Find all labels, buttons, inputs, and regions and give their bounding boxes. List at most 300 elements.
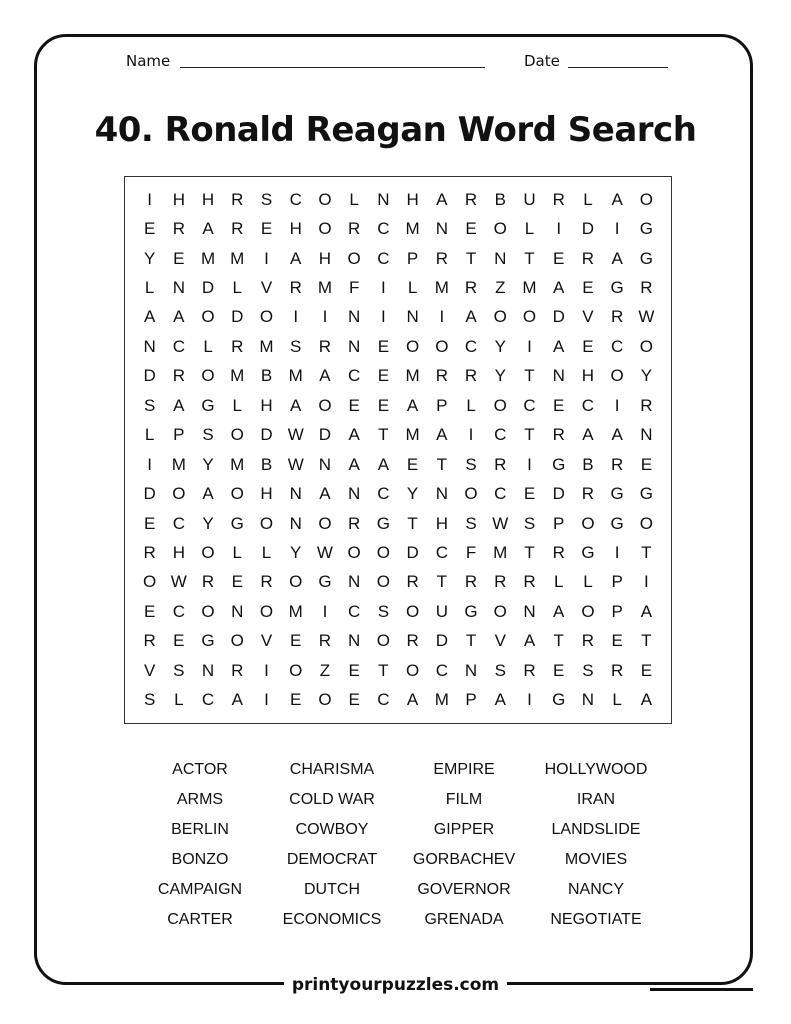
grid-cell[interactable]: H [172, 189, 185, 209]
grid-cell[interactable]: R [172, 366, 185, 386]
grid-cell[interactable]: V [260, 631, 273, 651]
grid-cell[interactable]: O [581, 601, 595, 621]
grid-cell[interactable]: M [405, 366, 420, 386]
grid-cell[interactable]: I [147, 189, 152, 209]
grid-cell[interactable]: S [290, 336, 302, 356]
grid-cell[interactable]: R [552, 543, 565, 563]
grid-cell[interactable]: N [289, 484, 302, 504]
grid-cell[interactable]: O [201, 601, 215, 621]
grid-cell[interactable]: F [465, 543, 477, 563]
grid-cell[interactable]: I [614, 395, 620, 415]
grid-cell[interactable]: O [493, 395, 507, 415]
grid-cell[interactable]: D [581, 219, 595, 239]
grid-cell[interactable]: P [553, 513, 565, 533]
grid-cell[interactable]: A [173, 395, 185, 415]
grid-cell[interactable]: I [322, 601, 328, 621]
grid-cell[interactable]: O [376, 631, 390, 651]
grid-cell[interactable]: R [464, 572, 478, 592]
grid-cell[interactable]: A [406, 395, 419, 415]
grid-cell[interactable]: E [553, 395, 565, 415]
grid-cell[interactable]: G [464, 601, 478, 621]
grid-cell[interactable]: E [523, 484, 536, 504]
grid-cell[interactable]: A [611, 248, 623, 268]
grid-cell[interactable]: E [640, 660, 653, 680]
grid-cell[interactable]: R [640, 278, 653, 298]
grid-cell[interactable]: G [639, 248, 653, 268]
grid-cell[interactable]: A [173, 307, 185, 327]
grid-cell[interactable]: A [523, 631, 536, 651]
grid-cell[interactable]: I [614, 543, 620, 563]
grid-cell[interactable]: R [552, 189, 565, 209]
grid-cell[interactable]: C [523, 395, 536, 415]
grid-cell[interactable]: O [318, 513, 332, 533]
grid-cell[interactable]: I [322, 307, 328, 327]
grid-cell[interactable]: O [201, 307, 215, 327]
grid-cell[interactable]: S [465, 454, 477, 474]
grid-cell[interactable]: R [143, 543, 156, 563]
grid-cell[interactable]: L [583, 189, 593, 209]
grid-cell[interactable]: T [524, 366, 535, 386]
grid-cell[interactable]: I [264, 660, 269, 680]
grid-cell[interactable]: O [172, 484, 186, 504]
grid-cell[interactable]: G [201, 631, 215, 651]
grid-cell[interactable]: O [230, 631, 244, 651]
grid-cell[interactable]: E [611, 631, 623, 651]
grid-cell[interactable]: B [582, 454, 594, 474]
grid-cell[interactable]: E [640, 454, 653, 474]
grid-cell[interactable]: R [464, 278, 478, 298]
grid-cell[interactable]: M [405, 219, 420, 239]
grid-cell[interactable]: N [377, 189, 390, 209]
grid-cell[interactable]: I [644, 572, 649, 592]
grid-cell[interactable]: T [524, 248, 535, 268]
grid-cell[interactable]: T [378, 660, 389, 680]
grid-cell[interactable]: A [290, 248, 302, 268]
grid-cell[interactable]: E [377, 366, 390, 386]
grid-cell[interactable]: O [142, 572, 157, 592]
grid-cell[interactable]: V [260, 278, 273, 298]
grid-cell[interactable]: I [293, 307, 299, 327]
grid-cell[interactable]: E [231, 572, 243, 592]
grid-cell[interactable]: O [259, 307, 274, 327]
grid-cell[interactable]: E [377, 395, 390, 415]
grid-cell[interactable]: U [435, 601, 448, 621]
grid-cell[interactable]: O [318, 189, 332, 209]
grid-cell[interactable]: F [348, 278, 360, 298]
grid-cell[interactable]: N [231, 601, 244, 621]
date-line[interactable] [568, 67, 668, 68]
grid-cell[interactable]: A [436, 425, 448, 445]
grid-cell[interactable]: H [581, 366, 595, 386]
grid-cell[interactable]: E [260, 219, 273, 239]
grid-cell[interactable]: O [347, 248, 361, 268]
grid-cell[interactable]: S [202, 425, 214, 445]
grid-cell[interactable]: M [317, 278, 333, 298]
grid-cell[interactable]: R [231, 660, 244, 680]
grid-cell[interactable]: B [260, 366, 273, 386]
grid-cell[interactable]: R [640, 395, 653, 415]
grid-cell[interactable]: A [553, 278, 565, 298]
grid-cell[interactable]: D [143, 484, 156, 504]
grid-cell[interactable]: E [553, 248, 565, 268]
grid-cell[interactable]: T [465, 248, 477, 268]
grid-cell[interactable]: O [493, 601, 507, 621]
grid-cell[interactable]: L [144, 278, 155, 298]
grid-cell[interactable]: D [318, 425, 332, 445]
grid-cell[interactable]: L [524, 219, 535, 239]
grid-cell[interactable]: S [143, 395, 156, 415]
grid-cell[interactable]: O [318, 395, 332, 415]
grid-cell[interactable]: S [143, 690, 156, 710]
grid-cell[interactable]: C [377, 484, 390, 504]
grid-cell[interactable]: A [640, 601, 653, 621]
grid-cell[interactable]: N [318, 454, 332, 474]
grid-cell[interactable]: C [377, 219, 390, 239]
grid-cell[interactable]: R [581, 248, 595, 268]
grid-cell[interactable]: Y [202, 454, 214, 474]
grid-cell[interactable]: H [172, 543, 185, 563]
grid-cell[interactable]: L [144, 425, 155, 445]
grid-cell[interactable]: D [231, 307, 244, 327]
grid-cell[interactable]: I [439, 307, 445, 327]
grid-cell[interactable]: I [527, 690, 532, 710]
grid-cell[interactable]: Y [143, 248, 156, 268]
grid-cell[interactable]: A [348, 454, 360, 474]
grid-cell[interactable]: S [523, 513, 536, 533]
grid-cell[interactable]: T [407, 513, 418, 533]
grid-cell[interactable]: W [170, 572, 187, 592]
grid-cell[interactable]: E [348, 660, 360, 680]
grid-cell[interactable]: H [201, 189, 215, 209]
grid-cell[interactable]: O [405, 336, 420, 356]
grid-cell[interactable]: C [348, 366, 361, 386]
grid-cell[interactable]: M [230, 454, 245, 474]
grid-cell[interactable]: G [610, 484, 624, 504]
grid-cell[interactable]: D [406, 543, 419, 563]
grid-cell[interactable]: T [641, 543, 652, 563]
grid-cell[interactable]: G [230, 513, 244, 533]
grid-cell[interactable]: I [527, 336, 532, 356]
grid-cell[interactable]: C [494, 484, 507, 504]
grid-cell[interactable]: M [405, 425, 420, 445]
grid-cell[interactable]: B [260, 454, 273, 474]
grid-cell[interactable]: N [435, 219, 448, 239]
name-line[interactable] [180, 67, 485, 68]
grid-cell[interactable]: O [405, 660, 420, 680]
grid-cell[interactable]: E [290, 690, 302, 710]
grid-cell[interactable]: T [524, 543, 535, 563]
grid-cell[interactable]: L [232, 278, 242, 298]
grid-cell[interactable]: E [582, 278, 594, 298]
grid-cell[interactable]: P [406, 248, 419, 268]
grid-cell[interactable]: R [231, 189, 244, 209]
grid-cell[interactable]: Y [494, 366, 506, 386]
grid-cell[interactable]: O [610, 366, 624, 386]
grid-cell[interactable]: N [348, 336, 361, 356]
grid-cell[interactable]: N [289, 513, 302, 533]
grid-cell[interactable]: G [610, 513, 624, 533]
grid-cell[interactable]: O [493, 307, 507, 327]
grid-cell[interactable]: E [465, 219, 477, 239]
grid-cell[interactable]: R [464, 366, 478, 386]
grid-cell[interactable]: O [639, 336, 653, 356]
grid-cell[interactable]: G [552, 690, 566, 710]
grid-cell[interactable]: R [318, 336, 332, 356]
grid-cell[interactable]: T [436, 572, 448, 592]
grid-cell[interactable]: L [174, 690, 184, 710]
grid-cell[interactable]: N [523, 601, 536, 621]
grid-cell[interactable]: T [553, 631, 564, 651]
grid-cell[interactable]: O [639, 513, 653, 533]
grid-cell[interactable]: R [523, 572, 536, 592]
grid-cell[interactable]: O [289, 660, 303, 680]
grid-cell[interactable]: N [464, 660, 478, 680]
grid-cell[interactable]: G [552, 454, 566, 474]
grid-cell[interactable]: W [492, 513, 509, 533]
grid-cell[interactable]: B [494, 189, 506, 209]
grid-cell[interactable]: N [435, 484, 448, 504]
grid-cell[interactable]: O [289, 572, 303, 592]
grid-cell[interactable]: C [464, 336, 478, 356]
grid-cell[interactable]: C [201, 690, 215, 710]
grid-cell[interactable]: E [553, 660, 565, 680]
grid-cell[interactable]: R [581, 484, 595, 504]
grid-cell[interactable]: Y [290, 543, 302, 563]
grid-cell[interactable]: T [524, 425, 535, 445]
grid-cell[interactable]: L [349, 189, 359, 209]
grid-cell[interactable]: T [436, 454, 448, 474]
grid-cell[interactable]: S [260, 189, 273, 209]
grid-cell[interactable]: H [435, 513, 448, 533]
grid-cell[interactable]: Y [494, 336, 506, 356]
grid-cell[interactable]: M [288, 601, 303, 621]
grid-cell[interactable]: C [348, 601, 361, 621]
grid-cell[interactable]: R [143, 631, 156, 651]
grid-cell[interactable]: L [232, 395, 242, 415]
grid-cell[interactable]: A [406, 690, 419, 710]
grid-cell[interactable]: C [377, 248, 390, 268]
grid-cell[interactable]: G [639, 219, 653, 239]
grid-cell[interactable]: T [378, 425, 389, 445]
grid-cell[interactable]: H [260, 484, 273, 504]
grid-cell[interactable]: H [318, 248, 332, 268]
grid-cell[interactable]: R [318, 631, 332, 651]
grid-cell[interactable]: M [230, 366, 245, 386]
grid-cell[interactable]: V [494, 631, 506, 651]
grid-cell[interactable]: O [201, 366, 215, 386]
grid-cell[interactable]: M [288, 366, 303, 386]
grid-cell[interactable]: H [406, 189, 419, 209]
grid-cell[interactable]: N [172, 278, 185, 298]
grid-cell[interactable]: M [493, 543, 508, 563]
grid-cell[interactable]: R [231, 336, 244, 356]
grid-cell[interactable]: N [201, 660, 215, 680]
grid-cell[interactable]: S [465, 513, 477, 533]
grid-cell[interactable]: E [377, 336, 390, 356]
grid-cell[interactable]: O [201, 543, 215, 563]
grid-cell[interactable]: G [376, 513, 390, 533]
grid-cell[interactable]: P [611, 572, 623, 592]
grid-cell[interactable]: A [582, 425, 594, 445]
grid-cell[interactable]: R [289, 278, 302, 298]
grid-cell[interactable]: W [287, 425, 304, 445]
grid-cell[interactable]: R [406, 572, 419, 592]
grid-cell[interactable]: S [582, 660, 594, 680]
grid-cell[interactable]: E [173, 631, 185, 651]
grid-cell[interactable]: D [552, 484, 565, 504]
grid-cell[interactable]: Y [406, 484, 419, 504]
grid-cell[interactable]: A [319, 366, 331, 386]
grid-cell[interactable]: E [143, 513, 156, 533]
grid-cell[interactable]: O [581, 513, 595, 533]
grid-cell[interactable]: M [259, 336, 274, 356]
grid-cell[interactable]: A [231, 690, 243, 710]
grid-cell[interactable]: S [173, 660, 185, 680]
grid-cell[interactable]: O [230, 425, 244, 445]
grid-cell[interactable]: M [434, 278, 449, 298]
grid-cell[interactable]: I [527, 454, 532, 474]
grid-cell[interactable]: L [232, 543, 242, 563]
grid-cell[interactable]: D [143, 366, 156, 386]
grid-cell[interactable]: A [202, 219, 214, 239]
grid-cell[interactable]: O [405, 601, 420, 621]
grid-cell[interactable]: N [348, 572, 361, 592]
grid-cell[interactable]: A [348, 425, 360, 445]
grid-cell[interactable]: A [640, 690, 653, 710]
grid-cell[interactable]: O [376, 543, 390, 563]
grid-cell[interactable]: W [638, 307, 655, 327]
grid-cell[interactable]: C [377, 690, 390, 710]
grid-cell[interactable]: C [172, 601, 185, 621]
grid-cell[interactable]: N [581, 690, 595, 710]
grid-cell[interactable]: C [289, 189, 302, 209]
grid-cell[interactable]: U [523, 189, 536, 209]
grid-cell[interactable]: O [230, 484, 244, 504]
grid-cell[interactable]: D [552, 307, 565, 327]
grid-cell[interactable]: R [406, 631, 419, 651]
grid-cell[interactable]: M [522, 278, 537, 298]
grid-cell[interactable]: R [435, 248, 448, 268]
grid-cell[interactable]: G [610, 278, 624, 298]
grid-cell[interactable]: E [406, 454, 419, 474]
grid-cell[interactable]: N [348, 307, 361, 327]
grid-cell[interactable]: I [264, 690, 269, 710]
grid-cell[interactable]: N [552, 366, 565, 386]
grid-cell[interactable]: D [435, 631, 448, 651]
grid-cell[interactable]: A [290, 395, 302, 415]
grid-cell[interactable]: E [290, 631, 302, 651]
grid-cell[interactable]: R [494, 572, 507, 592]
grid-cell[interactable]: W [316, 543, 333, 563]
grid-cell[interactable]: O [259, 513, 274, 533]
grid-cell[interactable]: E [143, 601, 156, 621]
grid-cell[interactable]: R [435, 366, 448, 386]
grid-cell[interactable]: R [464, 189, 478, 209]
grid-cell[interactable]: R [552, 425, 565, 445]
grid-cell[interactable]: V [582, 307, 594, 327]
grid-cell[interactable]: D [201, 278, 215, 298]
grid-cell[interactable]: L [553, 572, 564, 592]
grid-cell[interactable]: L [261, 543, 272, 563]
grid-cell[interactable]: E [143, 219, 156, 239]
grid-cell[interactable]: R [611, 454, 624, 474]
grid-cell[interactable]: O [318, 219, 332, 239]
grid-cell[interactable]: R [348, 513, 361, 533]
grid-cell[interactable]: R [260, 572, 273, 592]
grid-cell[interactable]: P [465, 690, 477, 710]
grid-cell[interactable]: A [436, 189, 448, 209]
grid-cell[interactable]: R [611, 660, 624, 680]
grid-cell[interactable]: O [493, 219, 507, 239]
grid-cell[interactable]: O [522, 307, 537, 327]
grid-cell[interactable]: R [231, 219, 244, 239]
grid-cell[interactable]: I [381, 278, 386, 298]
grid-cell[interactable]: R [348, 219, 361, 239]
grid-cell[interactable]: P [611, 601, 623, 621]
grid-cell[interactable]: Z [495, 278, 506, 298]
grid-cell[interactable]: A [319, 484, 331, 504]
grid-cell[interactable]: G [639, 484, 653, 504]
grid-cell[interactable]: L [203, 336, 213, 356]
grid-cell[interactable]: Z [319, 660, 331, 680]
grid-cell[interactable]: N [348, 484, 361, 504]
grid-cell[interactable]: C [435, 543, 448, 563]
grid-cell[interactable]: A [611, 189, 623, 209]
grid-cell[interactable]: H [260, 395, 273, 415]
grid-cell[interactable]: L [407, 278, 418, 298]
grid-cell[interactable]: N [494, 248, 507, 268]
grid-cell[interactable]: I [381, 307, 386, 327]
grid-cell[interactable]: O [464, 484, 478, 504]
grid-cell[interactable]: R [581, 631, 595, 651]
grid-cell[interactable]: N [143, 336, 156, 356]
grid-cell[interactable]: C [494, 425, 507, 445]
grid-cell[interactable]: O [639, 189, 653, 209]
grid-cell[interactable]: P [436, 395, 448, 415]
grid-cell[interactable]: M [230, 248, 245, 268]
grid-cell[interactable]: E [582, 336, 594, 356]
grid-cell[interactable]: R [611, 307, 624, 327]
grid-cell[interactable]: E [348, 690, 360, 710]
grid-cell[interactable]: O [347, 543, 361, 563]
grid-cell[interactable]: A [553, 601, 565, 621]
grid-cell[interactable]: C [611, 336, 624, 356]
grid-cell[interactable]: R [494, 454, 507, 474]
grid-cell[interactable]: C [172, 336, 185, 356]
grid-cell[interactable]: M [434, 690, 449, 710]
grid-cell[interactable]: R [523, 660, 536, 680]
grid-cell[interactable]: A [202, 484, 214, 504]
grid-cell[interactable]: D [260, 425, 273, 445]
grid-cell[interactable]: Y [202, 513, 214, 533]
grid-cell[interactable]: A [143, 307, 156, 327]
grid-cell[interactable]: G [201, 395, 215, 415]
grid-cell[interactable]: L [466, 395, 476, 415]
grid-cell[interactable]: L [583, 572, 593, 592]
grid-cell[interactable]: G [581, 543, 595, 563]
grid-cell[interactable]: O [318, 690, 332, 710]
grid-cell[interactable]: P [173, 425, 185, 445]
grid-cell[interactable]: T [641, 631, 652, 651]
grid-cell[interactable]: N [406, 307, 419, 327]
grid-cell[interactable]: A [377, 454, 390, 474]
grid-cell[interactable]: I [264, 248, 269, 268]
grid-cell[interactable]: C [581, 395, 595, 415]
grid-cell[interactable]: A [465, 307, 477, 327]
grid-cell[interactable]: G [318, 572, 332, 592]
grid-cell[interactable]: C [172, 513, 185, 533]
grid-cell[interactable]: O [435, 336, 449, 356]
